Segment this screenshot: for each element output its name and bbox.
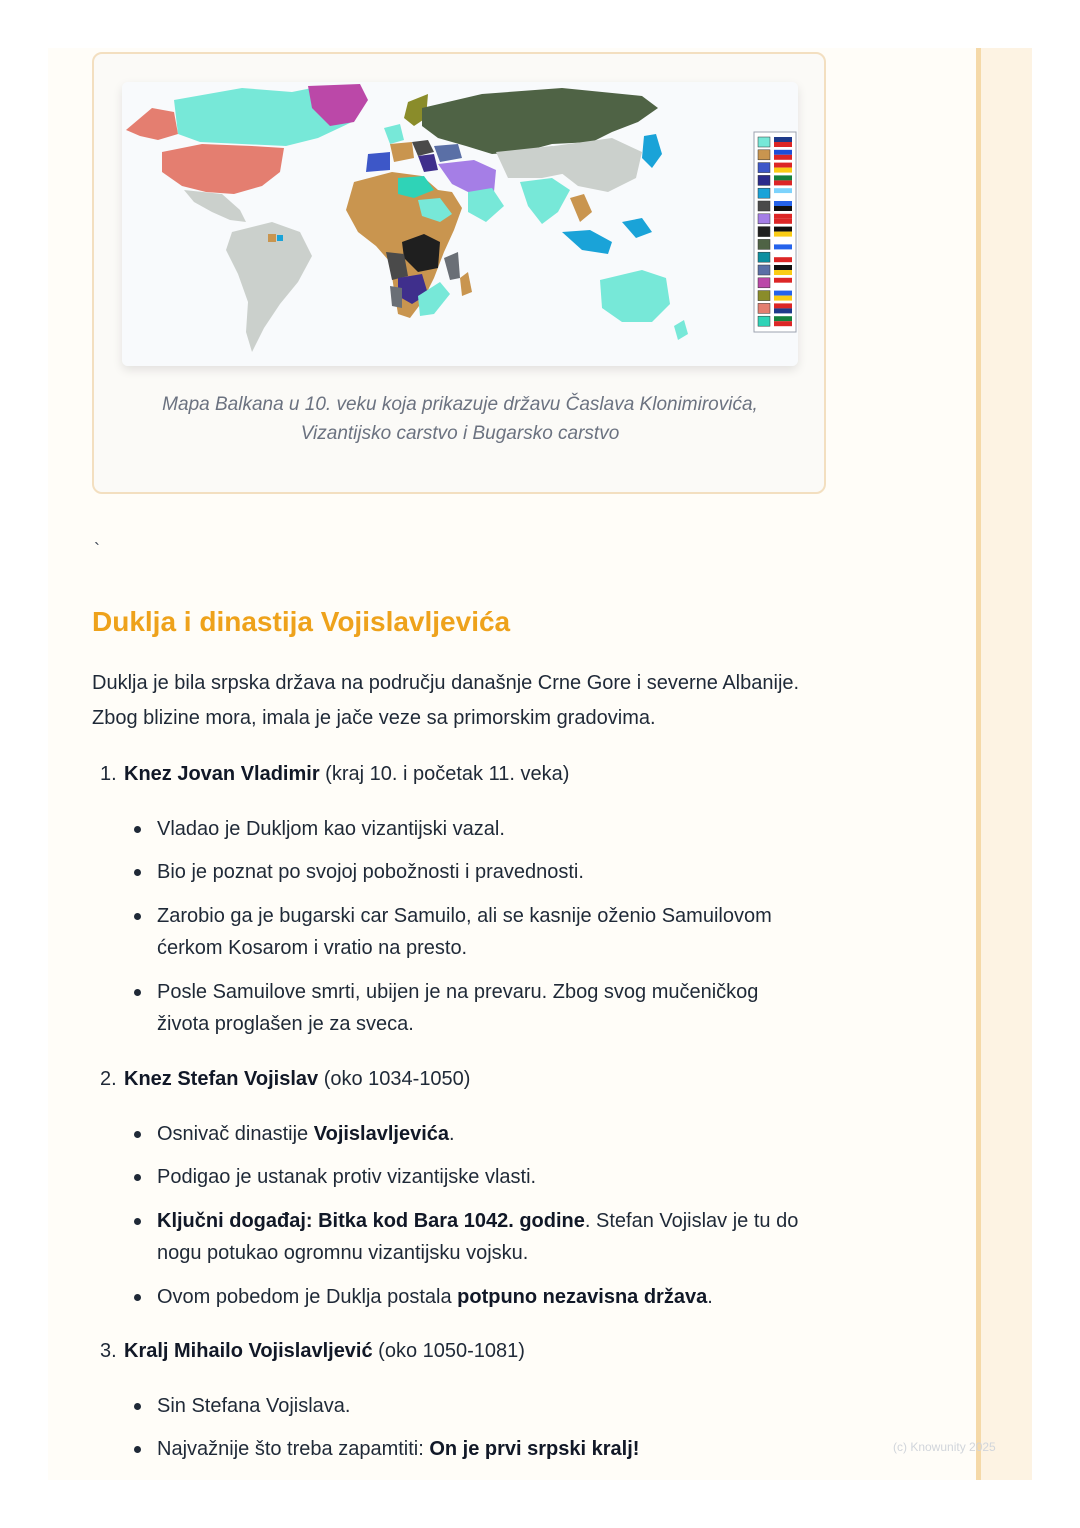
mexico-flag-icon-lower xyxy=(774,321,792,326)
page-edge-band xyxy=(976,48,1032,1480)
legend-swatch xyxy=(758,303,770,313)
russia-flag-icon-lower xyxy=(774,244,792,249)
watermark: (c) Knowunity 2025 xyxy=(893,1440,996,1454)
ruler-name: Kralj Mihailo Vojislavljević xyxy=(124,1340,373,1362)
list-item: Posle Samuilove smrti, ubijen je na prevaru. Zbog svog mučeničkog života proglašen je za sveca. xyxy=(132,976,832,1040)
legend-swatch xyxy=(758,175,770,185)
list-item: Osnivač dinastije Vojislavljevića. xyxy=(132,1118,832,1150)
turkey-flag-icon-lower xyxy=(774,219,792,224)
map-legend xyxy=(754,132,796,332)
ruler-period: (kraj 10. i početak 11. veka) xyxy=(319,763,570,785)
legend-swatch xyxy=(758,252,770,262)
belgium-flag-icon-lower xyxy=(774,232,792,237)
legend-swatch xyxy=(758,316,770,326)
stray-backtick: ` xyxy=(94,540,100,560)
uk-flag-icon xyxy=(774,137,792,142)
legend-swatch xyxy=(758,239,770,249)
denmark-flag-icon-lower xyxy=(774,283,792,288)
ruler-item-1 xyxy=(100,758,569,790)
map-figure xyxy=(92,52,826,494)
intro-paragraph xyxy=(92,666,852,736)
usa-flag-icon-lower xyxy=(774,308,792,313)
list-item: Ključni događaj: Bitka kod Bara 1042. godine. Stefan Vojislav je tu do nogu potukao ogromnu vizantijsku vojsku. xyxy=(132,1205,832,1269)
ruler-item-2 xyxy=(100,1063,470,1095)
argentina-flag-icon-lower xyxy=(774,193,792,198)
estonia-flag-icon xyxy=(774,201,792,206)
russia-flag-icon xyxy=(774,239,792,244)
ruler-name: Knez Stefan Vojislav xyxy=(124,1068,319,1090)
portugal-flag-icon-lower xyxy=(774,180,792,185)
usa-flag-icon xyxy=(774,303,792,308)
denmark-flag-icon xyxy=(774,278,792,283)
belgium-flag-icon xyxy=(774,227,792,232)
ruler-item-number: 1. xyxy=(100,763,117,785)
list-item: Najvažnije što treba zapamtiti: On je prvi srpski kralj! xyxy=(132,1433,832,1465)
list-item: Sin Stefana Vojislava. xyxy=(132,1390,832,1422)
turkey-flag-icon xyxy=(774,214,792,219)
list-item: Ovom pobedom je Duklja postala potpuno nezavisna država. xyxy=(132,1281,832,1313)
legend-swatch xyxy=(758,163,770,173)
map-caption-line-1: Mapa Balkana u 10. veku koja prikazuje državu Časlava Klonimirovića, xyxy=(162,394,758,415)
legend-swatch xyxy=(758,227,770,237)
legend-swatch xyxy=(758,137,770,147)
list-item: Zarobio ga je bugarski car Samuilo, ali se kasnije oženio Samuilovom ćerkom Kosarom i vratio na presto. xyxy=(132,900,832,964)
list-item: Podigao je ustanak protiv vizantijske vlasti. xyxy=(132,1161,832,1193)
germany-flag-icon-lower xyxy=(774,270,792,275)
france-flag-icon xyxy=(774,150,792,155)
sweden-flag-icon-lower xyxy=(774,296,792,301)
legend-swatch xyxy=(758,265,770,275)
ruler-name: Knez Jovan Vladimir xyxy=(124,763,320,785)
france-flag-icon-lower xyxy=(774,155,792,160)
estonia-flag-icon-lower xyxy=(774,206,792,211)
spain-flag-icon-lower xyxy=(774,168,792,173)
map-caption-line-2: Vizantijsko carstvo i Bugarsko carstvo xyxy=(300,423,620,444)
map-caption xyxy=(124,390,796,448)
list-item: Vladao je Dukljom kao vizantijski vazal. xyxy=(132,813,832,845)
japan-flag-icon xyxy=(774,252,792,257)
ruler-item-3 xyxy=(100,1335,525,1367)
ruler-item-number: 2. xyxy=(100,1068,117,1090)
japan-flag-icon-lower xyxy=(774,257,792,262)
world-map-svg xyxy=(122,82,798,366)
argentina-flag-icon xyxy=(774,188,792,193)
spain-flag-icon xyxy=(774,163,792,168)
sweden-flag-icon xyxy=(774,291,792,296)
legend-swatch xyxy=(758,188,770,198)
legend-swatch xyxy=(758,214,770,224)
intro-line-1: Duklja je bila srpska država na području današnje Crne Gore i severne Albanije. xyxy=(92,672,800,694)
ruler-item-number: 3. xyxy=(100,1340,117,1362)
uk-flag-icon-lower xyxy=(774,142,792,147)
ruler-period: (oko 1050-1081) xyxy=(372,1340,525,1362)
intro-line-2: Zbog blizine mora, imala je jače veze sa primorskim gradovima. xyxy=(92,707,656,729)
mexico-flag-icon xyxy=(774,316,792,321)
legend-swatch xyxy=(758,291,770,301)
portugal-flag-icon xyxy=(774,175,792,180)
ruler-period: (oko 1034-1050) xyxy=(318,1068,471,1090)
world-map-image xyxy=(122,82,798,366)
legend-swatch xyxy=(758,201,770,211)
legend-swatch xyxy=(758,278,770,288)
legend-swatch xyxy=(758,150,770,160)
list-item: Bio je poznat po svojoj pobožnosti i pravednosti. xyxy=(132,856,832,888)
section-heading: Duklja i dinastija Vojislavljevića xyxy=(92,606,511,637)
germany-flag-icon xyxy=(774,265,792,270)
